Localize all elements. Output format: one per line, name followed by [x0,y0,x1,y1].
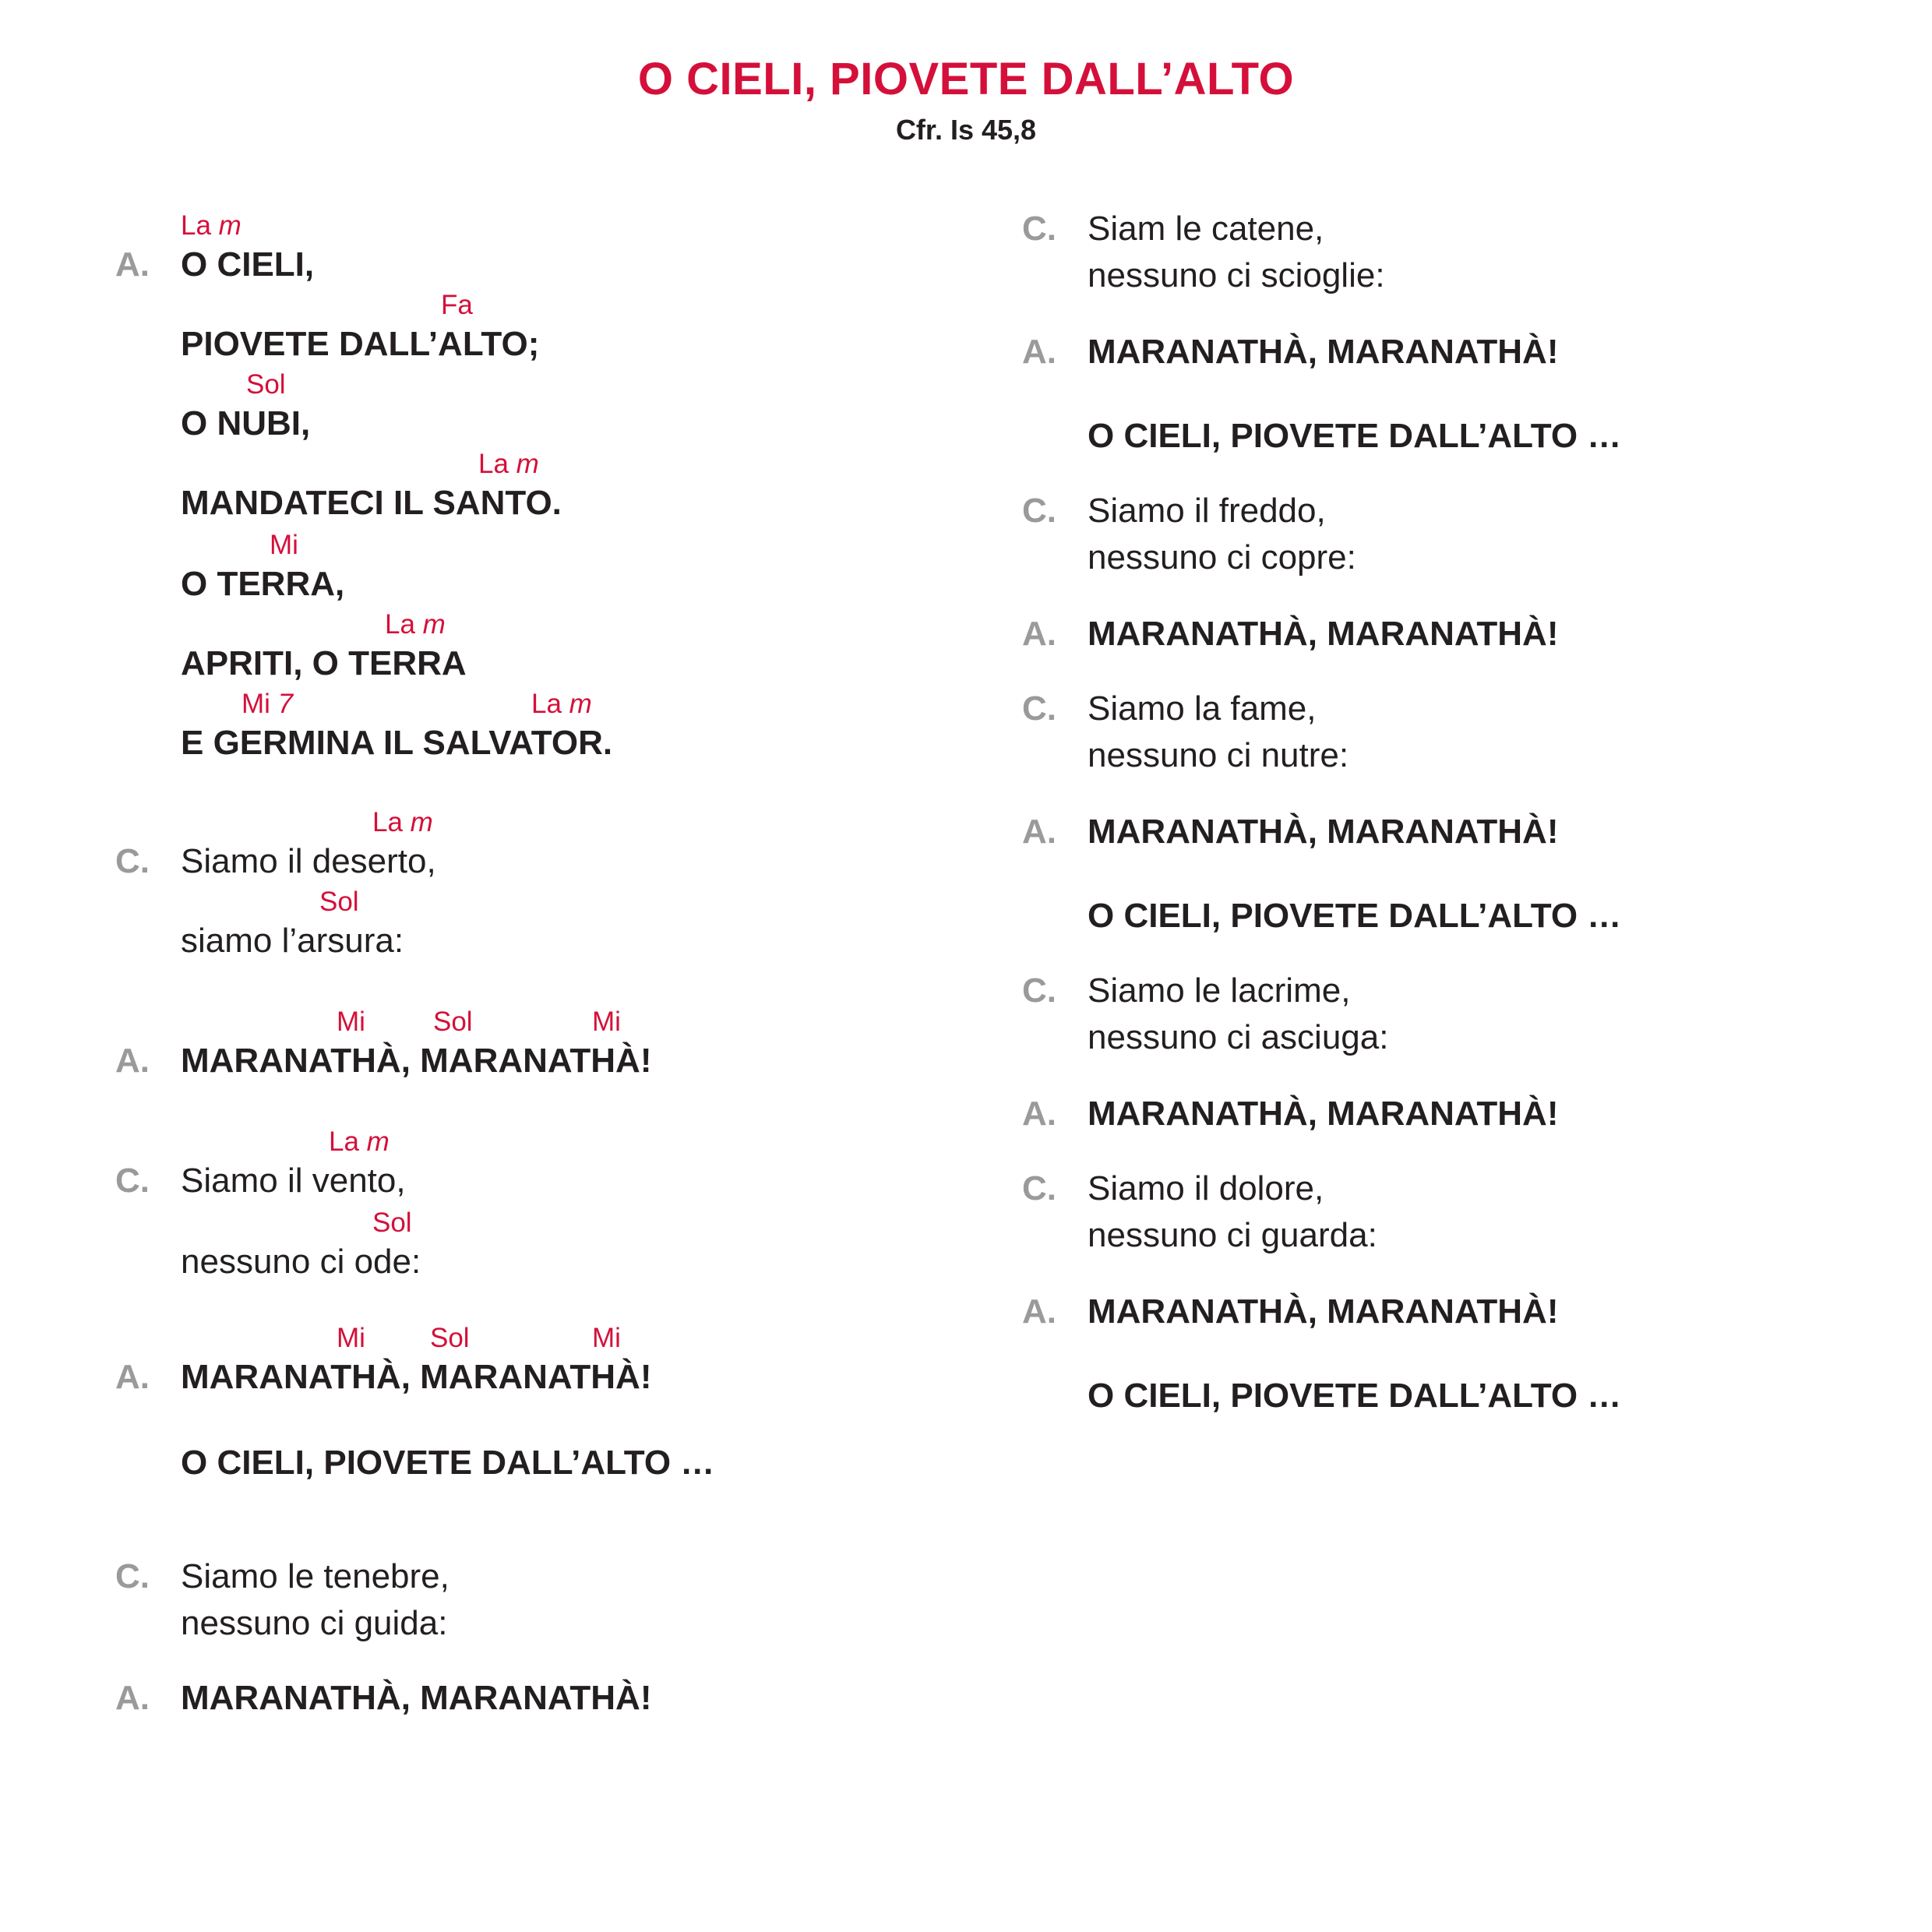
assembly-label: A. [1022,1292,1056,1331]
cantor-label: C. [115,1162,150,1200]
verse-6-line-2: nessuno ci nutre: [1088,736,1349,774]
verse-7-line-1: Siamo le lacrime, [1088,971,1351,1010]
chord-mi: Mi [270,530,298,560]
refrain-line-7: E GERMINA IL SALVATOR. [181,724,613,762]
response-5: MARANATHÀ, MARANATHÀ! [1088,615,1559,653]
verse-2-line-2: nessuno ci ode: [181,1243,421,1281]
refrain-line-2: PIOVETE DALL’ALTO; [181,325,540,363]
cantor-label: C. [1022,210,1056,248]
response-2: MARANATHÀ, MARANATHÀ! [181,1358,652,1396]
response-6: MARANATHÀ, MARANATHÀ! [1088,813,1559,851]
verse-1-line-1: Siamo il deserto, [181,842,436,880]
response-7: MARANATHÀ, MARANATHÀ! [1088,1095,1559,1133]
assembly-label: A. [1022,615,1056,653]
cantor-label: C. [1022,1169,1056,1208]
chord-la-minor: La m [531,689,592,719]
song-title: O CIELI, PIOVETE DALL’ALTO [637,54,1295,104]
chord-sol: Sol [246,369,286,400]
verse-3-line-2: nessuno ci guida: [181,1604,448,1642]
chord-mi: Mi [337,1323,365,1353]
assembly-label: A. [115,245,150,284]
assembly-label: A. [115,1042,150,1080]
refrain-reprise: O CIELI, PIOVETE DALL’ALTO … [1088,1377,1622,1415]
scripture-reference: Cfr. Is 45,8 [895,114,1037,146]
verse-7-line-2: nessuno ci asciuga: [1088,1018,1389,1056]
chord-sol: Sol [430,1323,470,1353]
refrain-line-4: MANDATECI IL SANTO. [181,484,562,522]
verse-2-line-1: Siamo il vento, [181,1162,406,1200]
refrain-reprise: O CIELI, PIOVETE DALL’ALTO … [1088,897,1622,935]
cantor-label: C. [115,842,150,880]
response-3: MARANATHÀ, MARANATHÀ! [181,1679,652,1717]
chord-la-minor: La m [385,609,446,640]
refrain-line-3: O NUBI, [181,404,311,442]
chord-sol: Sol [372,1208,412,1238]
refrain-reprise: O CIELI, PIOVETE DALL’ALTO … [1088,417,1622,455]
chord-mi7: Mi 7 [242,689,294,719]
verse-4-line-2: nessuno ci scioglie: [1088,256,1385,294]
cantor-label: C. [1022,689,1056,728]
assembly-label: A. [1022,813,1056,851]
chord-la-minor: La m [478,449,539,479]
assembly-label: A. [115,1679,150,1717]
verse-4-line-1: Siam le catene, [1088,210,1324,248]
verse-1-line-2: siamo l’arsura: [181,922,404,960]
verse-8-line-1: Siamo il dolore, [1088,1169,1324,1208]
chord-mi: Mi [592,1323,621,1353]
chord-mi: Mi [592,1007,621,1037]
response-8: MARANATHÀ, MARANATHÀ! [1088,1292,1559,1331]
chord-sol: Sol [433,1007,473,1037]
refrain-reprise: O CIELI, PIOVETE DALL’ALTO … [181,1444,715,1482]
verse-6-line-1: Siamo la fame, [1088,689,1317,728]
refrain-line-6: APRITI, O TERRA [181,644,467,682]
chord-la-minor: La m [181,210,242,241]
chord-fa: Fa [441,290,473,320]
response-1: MARANATHÀ, MARANATHÀ! [181,1042,652,1080]
chord-la-minor: La m [329,1126,390,1157]
verse-8-line-2: nessuno ci guarda: [1088,1216,1377,1254]
chord-la-minor: La m [372,807,433,837]
chord-sol: Sol [319,887,359,917]
cantor-label: C. [1022,492,1056,530]
chord-mi: Mi [337,1007,365,1037]
cantor-label: C. [115,1557,150,1595]
refrain-line-5: O TERRA, [181,565,345,603]
verse-5-line-2: nessuno ci copre: [1088,538,1356,576]
assembly-label: A. [115,1358,150,1396]
verse-5-line-1: Siamo il freddo, [1088,492,1326,530]
response-4: MARANATHÀ, MARANATHÀ! [1088,333,1559,371]
assembly-label: A. [1022,333,1056,371]
cantor-label: C. [1022,971,1056,1010]
assembly-label: A. [1022,1095,1056,1133]
verse-3-line-1: Siamo le tenebre, [181,1557,450,1595]
refrain-line-1: O CIELI, [181,245,315,284]
